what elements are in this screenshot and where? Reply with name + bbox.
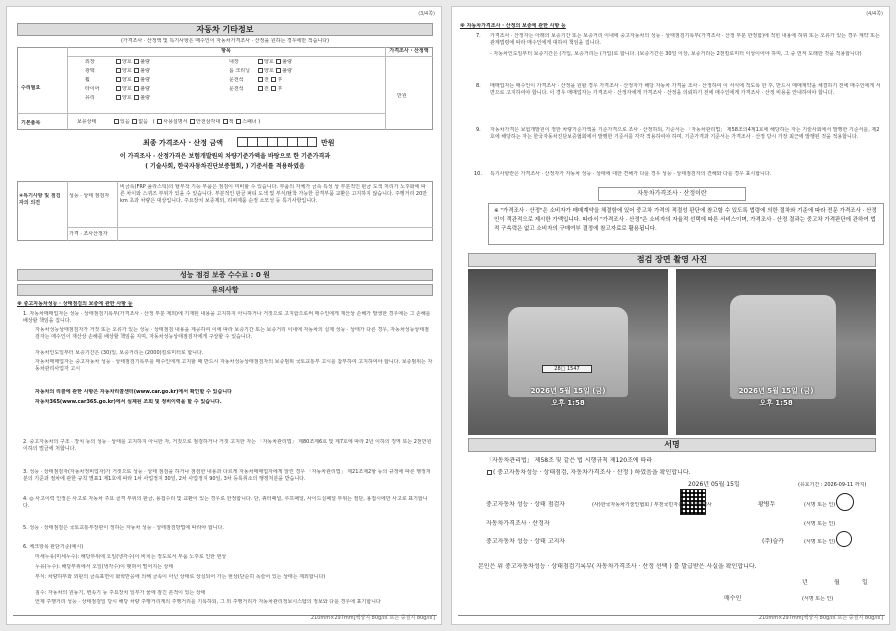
notice-item: 2. 중고자동차의 구조 · 장치 등의 성능 · 상태를 고지하지 아니한 자, 거짓으로 점검하거나 거짓 고지한 자는 「자동차관리법」 제80조제6호 및 제7호에 따라 2년 이하의 징역 또는 2천만원 이하의 벌금에 처합니다. [23, 439, 432, 453]
item-number: 10. [474, 171, 482, 177]
appraisal-box-text: ※ "가격조사 · 산정"은 소비자가 매매계약을 체결함에 있어 중고차 가격의 적절성 판단에 참고할 수 있도록 법령에 의한 절차와 기준에 따라 전문 가격조사 · 산정인이 객관적으로 제시한 가액입니다. 따라서 "가격조사 · 산정"은 소비자의 자율적 선택에 따른 서비스이며, 가격조사 · 산정 결과는 중고차 가격판단에 관하여 법적 구속력은 없고 소비자의 구매여부 결정에 참고자료로 활용됩니다. [494, 208, 877, 232]
notice-item: 자동차인도일부터 보증기간은 (30)일, 보증거리는 (2000)킬로미터로 합니다. [35, 350, 204, 356]
inspection-photo-2 [676, 269, 876, 435]
col-header-price: 가격조사 · 산정액 [389, 48, 429, 54]
inspector-row-label: 성능 · 상태 점검자 [69, 193, 110, 199]
group-basic-label: 기본품목 [21, 120, 41, 126]
special-notes-label: ④특기사항 및 점검자의 의견 [19, 193, 61, 207]
final-price-field[interactable] [237, 137, 317, 147]
confirm-statement: ( 중고자동차성능 · 상태점검, 자동차가격조사 · 산정 ) 하였음을 확인합니다. [486, 469, 866, 477]
row-label: 유리 [85, 95, 95, 101]
photo-time: 오후 1:58 [551, 399, 585, 407]
receipt-statement: 본인은 위 중고자동차성능 · 상태점검기록부( 자동차가격조사 · 산정 선택 ) 를 발급받은 사실을 확인합니다. [478, 563, 757, 570]
inspection-photo-1 [468, 269, 668, 435]
row-label: 내장 [229, 59, 239, 65]
photo-time: 오후 1:58 [759, 399, 793, 407]
check-option: 양호 불량 [115, 68, 150, 75]
price-standard: ( 기술사회, 한국자동차진단보증협회, ) 기준서를 적용하였음 [145, 163, 305, 170]
basic-items: 있음 없음 ( 사용설명서 안전삼각대 잭 스패너 ) [113, 119, 260, 126]
guarantee-item: 매매업자는 매수인이 가격조사 · 산정을 원할 경우 가격조사 · 산정자가 해당 자동차 가격을 조사 · 산정하여 이 서식에 적도록 한 후, 반드시 매매계약을 체결하기 전에 매수인에게 서면으로 고지하여야 합니다. 이 경우 매매업자는 가격조사 · 산정자에게 가격조사 · 산정을 의뢰하기 전에 매수인에게 가격조사 · 산정 비용을 안내하여야 합니다. [490, 83, 881, 97]
photo-date: 2026년 5월 15일 (금) [738, 387, 814, 395]
item-number: 8. [476, 83, 481, 89]
row-label: 광택 [85, 68, 95, 74]
basic-status-label: 보유상태 [77, 119, 97, 125]
row-label: 운전석 [229, 77, 244, 83]
check-option: 양호 불량 [257, 68, 292, 75]
check-option: 전 후 [257, 77, 282, 84]
final-price-unit: 만원 [321, 139, 335, 147]
notice-item: 6. 체크항목 판단기준(예시) [23, 544, 84, 550]
notice-item: 언제 주행거리 성능 · 상태점검일 당시 해당 차량 주행거리계의 주행거리를 기록하되, 그 외 주행거리가 자동차관리정보시스템의 정보와 다를 경우에 표기합니다 [35, 599, 381, 605]
check-option: 양호 불량 [115, 77, 150, 84]
notice-subtitle: ※ 중고자동차성능 · 상태점검의 보증에 관한 사항 등 [17, 301, 133, 307]
appraiser-row-label: 가격 · 조사산정자 [69, 231, 108, 237]
day-label: 일 [862, 579, 868, 586]
sign-row-label: 중고자동차 성능 · 상태 고지자 [486, 538, 566, 545]
law-basis: 「자동차관리법」 제58조 및 같은 법 시행규칙 제120조에 따라 [486, 457, 653, 464]
guarantee-item: 자동차가격은 보험개발원이 정한 차량기준가액을 기준가격으로 조사 · 산정하되, 기준서는 「자동차관리법」 제58조의4제1호에 해당하는 자는 기술사회에서 발행한 기준서를, 제2호에 해당하는 자는 한국자동차진단보증협회에서 발행한 기준서를 각각 적용하여야 하며, 기준가격과 기준서는 가격조사 · 산정 당시 가장 최근에 발행된 것을 적용합니다. [490, 127, 880, 141]
notice-item: 자동차성능상태점검자가 거짓 또는 오류가 있는 성능 · 상태점검 내용을 제공하여 이에 따라 보증기간 또는 보증거리 이내에 자동차의 실제 성능 · 상태가 다른 경우, 자동차성능상태점검자는 매수인이 재산상 손해를 배상할 책임을 지며, 자동차성능상태점검자에게 구상할 수 있습니다. [35, 327, 429, 341]
row-label: 운전석 [229, 86, 244, 92]
paper-spec: 210mm×297mm[백상지 80g/㎡ 또는 중질지 80g/㎡] [310, 615, 435, 621]
notice-item: 자동차의 리콜에 관한 사항은 자동차리콜센터(www.car.go.kr)에서 확인할 수 있습니다 [35, 389, 232, 395]
notice-item: 자동차365(www.car365.go.kr)에서 실제된 조회 및 정비이력을 할 수 있습니다. [35, 399, 222, 405]
year-label: 년 [802, 579, 808, 586]
photo-date: 2026년 5월 15일 (금) [530, 387, 606, 395]
photo-section-title: 점검 장면 촬영 사진 [468, 253, 876, 267]
item-number: 9. [476, 127, 481, 133]
row-label: 휠 [85, 77, 90, 83]
fee-bar: 성능 점검 보증 수수료 : 0 원 [17, 269, 433, 281]
car-image [508, 307, 628, 397]
price-unit: 만원 [397, 93, 407, 99]
check-option: 양호 불량 [115, 86, 150, 93]
sign-note: (서명 또는 인) [804, 539, 836, 545]
item-table [17, 47, 433, 130]
page-3 [6, 6, 442, 625]
notice-item: 자동차매매업자는 중고자동차 성능 · 상태점검기록부를 매수인에게 고지할 때 반드시 자동차성능상태점검자의 보증범위 국토교통부 고시를 참부하여 고지하여야 합니다. 보증범위는 자동차관리사업자 고시 [35, 359, 433, 373]
sign-row-label: 자동차가격조사 · 산정자 [486, 520, 550, 527]
notice-item: 1. 자동차매매업자는 성능 · 상태점검기록부(가격조사 · 산정 부분 제외)에 기재된 내용을 고지하지 아니하거나 거짓으로 고지함으로써 매수인에게 재산상 손해가 발생한 경우에는 그 손해를 배상할 책임을 집니다. [23, 311, 431, 325]
seal-stamp [836, 531, 852, 547]
page-number: (4/4쪽) [866, 11, 883, 17]
check-option: 양호 불량 [257, 59, 292, 66]
sign-row-value: (사)한국자동차기술인협회 / 부천국민자동차정비공업사 [592, 502, 712, 508]
sign-row-label: 중고자동차 성능 · 상태 점검자 [486, 501, 566, 508]
group-repair-label: 수리필요 [21, 85, 41, 91]
notice-item: 부식: 차량하부와 외판의 금속표면이 화학반응에 의해 금속이 아닌 상태로 상실되어 가는 현상(단순히 녹슬어 있는 상태는 제외합니다) [35, 574, 326, 580]
appraisal-box-title: 자동차가격조사 · 산정이란 [598, 187, 746, 201]
notice-item: 5. 성능 · 상태점검은 국토교통부장관이 정하는 자동차 성능 · 상태점검방법에 따라야 합니다. [23, 525, 224, 531]
notice-item: 누유(누수): 해당부위에서 오일(냉각수)이 맺혀서 떨어지는 상태 [35, 564, 174, 570]
buyer-label: 매수인 [724, 595, 742, 602]
paper-spec: 210mm×297mm[백상지 80g/㎡ 또는 중질지 80g/㎡] [758, 615, 883, 621]
page-number: (3/4쪽) [418, 11, 435, 17]
row-label: 타이어 [85, 86, 100, 92]
notice-item: 4. ◎ 사고이력 인정은 사고로 자동차 주요 골격 부위의 판금, 용접수리 및 교환이 있는 경우로 한정합니다. 단, 쿼터패널, 루프패널, 사이드실패널 부위는 절단, 용접시에만 사고로 표기합니다. [23, 496, 428, 510]
page-4 [451, 6, 890, 625]
seal-stamp [836, 493, 854, 511]
month-label: 월 [834, 579, 840, 586]
sign-note: (서명 또는 인) [804, 502, 836, 508]
guarantee-item: - 자동차인도일부터 보증기간은 (가입, 보증거리는 (가입)로 합니다. (보증기간은 30일 이상, 보증거리는 2천킬로미터 이상이어야 하며, 그 중 먼저 도래한 것을 적용합니다) [490, 51, 862, 57]
section-title-other-info: 자동차 기타정보 [17, 23, 433, 36]
license-plate: 28□ 1547 [542, 365, 592, 373]
notifier-name: (주)슬카 [762, 538, 785, 545]
item-number: 7. [476, 33, 481, 39]
notice-item: 미세누유(미세누수): 해당부위에 오일(냉각수)이 비치는 정도로서 부품 노후로 인한 현상 [35, 554, 227, 560]
check-option: 양호 불량 [115, 59, 150, 66]
buyer-sign-note: (서명 또는 인) [802, 596, 834, 602]
guarantee-item: 가격조사 · 산정자는 아래의 보증기간 또는 보증거리 이내에 중고자동차의 성능 · 상태점검기록부(가격조사 · 산정 부분 한정함)에 적힌 내용에 허위 또는 오류가 있는 경우 계약 또는 관계법령에 따라 매수인에게 대하여 책임을 집니다. [490, 33, 880, 47]
title-note: (가격조사 · 산정액 및 특기사항은 매수인이 자동차가격조사 · 산정을 원하는 경우에만 적습니다) [120, 38, 330, 44]
validity-period: (유효기간 : 2026-09-11 까지) [798, 482, 867, 488]
special-notes-text: 비금속(FRP 플라스틱)의 탈부착 기능 부품은 점검이 미비할 수 있습니다. 부품의 자체가 금속 특성 상 부분적인 판금 도색 처리가 노후화에 따른 차이와 스퀴즈 부위가 있을 수 있습니다. 부분적인 판금 퍼티 도색 및 부식/탈착 가능한 골격부품 교환은 고지하지 않습니다. 주행거리 20만km 초과 차량은 대상입니다. 주요장치 보증제외, 리퍼제품 순정 소모성 등 특기사항입니다. [120, 184, 428, 205]
sign-date: 2026년 05월 15일 [688, 481, 740, 488]
notice-item: 침수: 자동차의 원동기, 변속기 등 주요장치 일부가 물에 잠긴 흔적이 있는 상태 [35, 590, 206, 596]
price-description: 이 가격조사 · 산정가격은 보험개발원의 차량기준가액을 바탕으로 한 기준가격과 [119, 153, 331, 160]
car-image [730, 295, 836, 399]
signature-section-title: 서명 [468, 438, 876, 452]
notice-title: 유의사항 [17, 284, 433, 296]
check-option: 전 후 [257, 86, 282, 93]
inspector-name: 황병두 [758, 501, 776, 508]
col-header-item: 항목 [221, 48, 231, 54]
notice-item: 3. 성능 · 상태점검자(자동차정비업자)가 거짓으로 성능 · 상태 점검을 하거나 점검한 내용과 다르게 자동차매매업자에게 알린 경우 「자동차관리법」 제21조제2항 등의 규정에 따른 행정처분의 기준과 절차에 관한 규칙 별표1 제1호에 따라 1차 사업정지 30일, 2차 사업정지 90일, 3차 등록취소의 행정처분을 받습니다. [23, 469, 431, 483]
row-label: 외장 [85, 59, 95, 65]
guarantee-heading: ※ 자동차가격조사 · 산정의 보증에 관한 사항 등 [460, 23, 566, 29]
check-option: 양호 불량 [115, 95, 150, 102]
sign-note: (서명 또는 인) [804, 521, 836, 527]
guarantee-item: 특기사항란은 가격조사 · 산정자가 자동차 성능 · 상태에 대한 견해가 다를 경우 성능 · 상태점검자의 견해와 다를 경우 표시합니다. [490, 171, 772, 177]
final-price-label: 최종 가격조사 · 산정 금액 [143, 139, 224, 147]
row-label: 룸 크리닝 [229, 68, 250, 74]
